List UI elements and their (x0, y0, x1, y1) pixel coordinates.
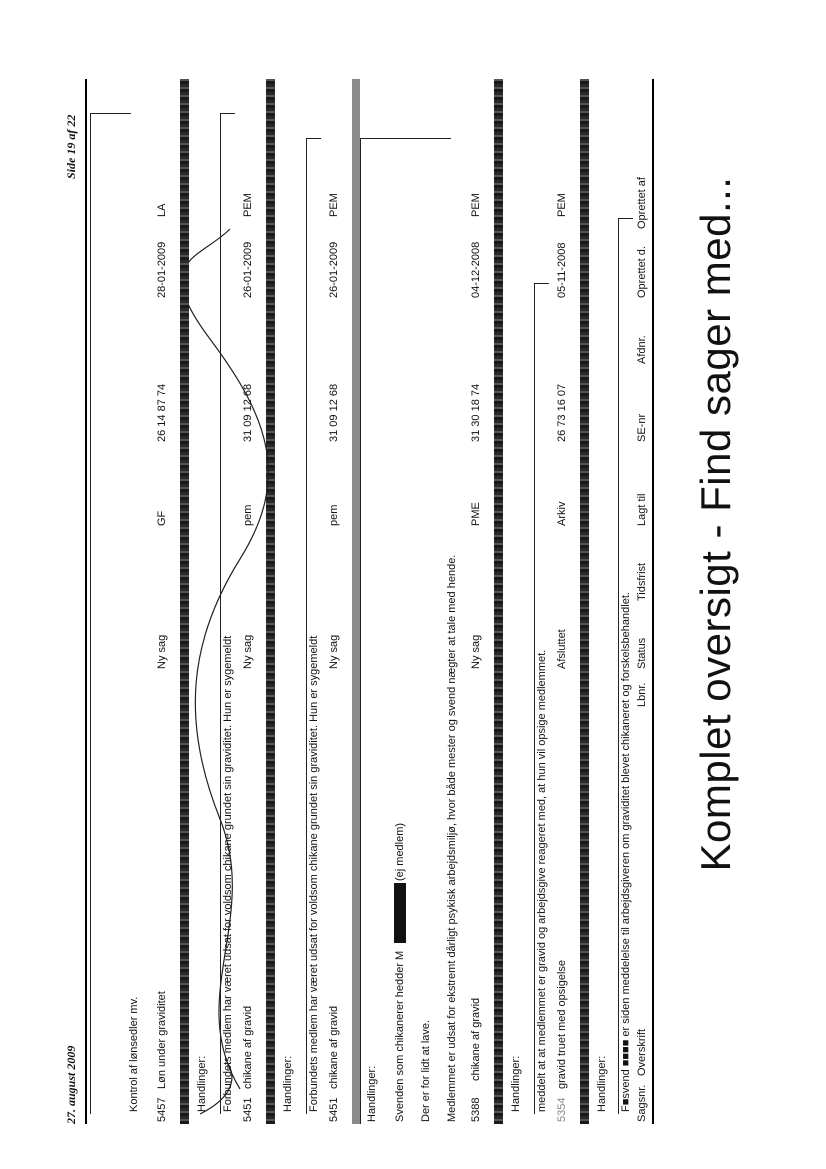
case-lagt-til: PME (470, 502, 482, 526)
handlinger-label: Handlinger: (510, 1055, 522, 1112)
case-se-nr: 31 09 12 68 (242, 383, 254, 442)
case-note: Forbundets medlem har været udsat for voldsom chikane grundet sin graviditet. Hun er sygemeldt (222, 635, 234, 1112)
case-oprettet-af: PEM (556, 193, 568, 217)
case-note: Forbundets medlem har været udsat for voldsom chikane grundet sin graviditet. Hun er sygemeldt (308, 635, 320, 1112)
case-oprettet-d: 28-01-2009 (156, 241, 168, 298)
footer-date: 27. august 2009 (64, 1045, 78, 1124)
footer-rule (85, 79, 87, 1124)
col-header-status: Status (636, 637, 648, 669)
case-separator (580, 79, 589, 1124)
case-oprettet-af: PEM (242, 193, 254, 217)
col-header-lagt-til: Lagt til (636, 493, 648, 526)
case-note: F■svend ■■■■ er siden meddelelse til arbejdsgiveren om graviditet blevet chikaneret og forskelsbehandlet. (620, 592, 632, 1112)
case-overskrift: chikane af gravid (328, 1005, 340, 1089)
case-se-nr: 26 73 16 07 (556, 383, 568, 442)
case-lagt-til: pem (242, 504, 254, 526)
case-sagsnr: 5388 (470, 1097, 482, 1122)
col-header-sagsnr: Sagsnr. (636, 1084, 648, 1122)
col-header-tidsfrist: Tidsfrist (636, 562, 648, 601)
case-lagt-til: pem (328, 504, 340, 526)
case-sagsnr: 5457 (156, 1097, 168, 1122)
case-lagt-til: GF (156, 510, 168, 526)
case-status: Ny sag (328, 634, 340, 669)
case-status: Afsluttet (556, 629, 568, 669)
handlinger-label: Handlinger: (366, 1065, 378, 1122)
case-status: Ny sag (470, 634, 482, 669)
case-se-nr: 31 09 12 68 (328, 383, 340, 442)
col-header-oprettet-d: Oprettet d. (636, 246, 648, 298)
case-oprettet-d: 04-12-2008 (470, 241, 482, 298)
case-note-frame (90, 113, 131, 1114)
handlinger-label: Handlinger: (282, 1055, 294, 1112)
case-sagsnr: 5451 (328, 1097, 340, 1122)
handlinger-label: Handlinger: (596, 1055, 608, 1112)
case-oprettet-d: 26-01-2009 (328, 241, 340, 298)
header-rule (652, 79, 654, 1124)
case-note-line-3b: (ej medlem) (394, 822, 406, 881)
page-title: Komplet oversigt - Find sager med... (692, 176, 739, 872)
case-sagsnr: 5354 (556, 1097, 568, 1122)
case-note: Medlemmet er udsat for ekstremt dårligt psykisk arbejdsmiljø, hvor både mester og svend nægter at tale med hende. (446, 554, 458, 1122)
col-header-se-nr: SE-nr (636, 413, 648, 442)
col-header-oprettet-af: Oprettet af (636, 177, 648, 229)
case-status: Ny sag (242, 634, 254, 669)
case-oprettet-af: PEM (470, 193, 482, 217)
case-overskrift: gravid truet med opsigelse (556, 959, 568, 1089)
case-separator (494, 79, 503, 1124)
handlinger-label: Handlinger: (196, 1055, 208, 1112)
case-oprettet-d: 05-11-2008 (556, 242, 568, 298)
case-overskrift: Løn under graviditet (156, 991, 168, 1089)
case-oprettet-d: 26-01-2009 (242, 241, 254, 298)
case-overskrift: chikane af gravid (470, 997, 482, 1081)
case-note-line-3: Svenden som chikanerer hedder M (394, 950, 406, 1122)
case-se-nr: 26 14 87 74 (156, 383, 168, 442)
case-note: meddelt at at medlemmet er gravid og arbejdsgive reageret med, at hun vil opsige medlemmet. (536, 649, 548, 1112)
case-note-line-2: Der er for lidt at lave. (420, 1019, 432, 1122)
case-sagsnr: 5451 (242, 1097, 254, 1122)
case-separator (180, 79, 189, 1124)
case-oprettet-af: LA (156, 203, 168, 217)
handwritten-strike-line (180, 219, 270, 1119)
case-note: Kontrol af lønsedler mv. (128, 996, 140, 1112)
col-header-overskrift: Overskrift (636, 1028, 648, 1076)
case-overskrift: chikane af gravid (242, 1005, 254, 1089)
footer-page-number: Side 19 af 22 (64, 114, 78, 179)
case-oprettet-af: PEM (328, 193, 340, 217)
case-status: Ny sag (156, 634, 168, 669)
case-se-nr: 31 30 18 74 (470, 383, 482, 442)
redaction-mark (394, 883, 406, 943)
case-separator (352, 79, 360, 1124)
case-lagt-til: Arkiv (556, 501, 568, 526)
col-header-lbnr: Lbnr. (636, 682, 648, 707)
col-header-afdnr: Afdnr. (636, 335, 648, 364)
